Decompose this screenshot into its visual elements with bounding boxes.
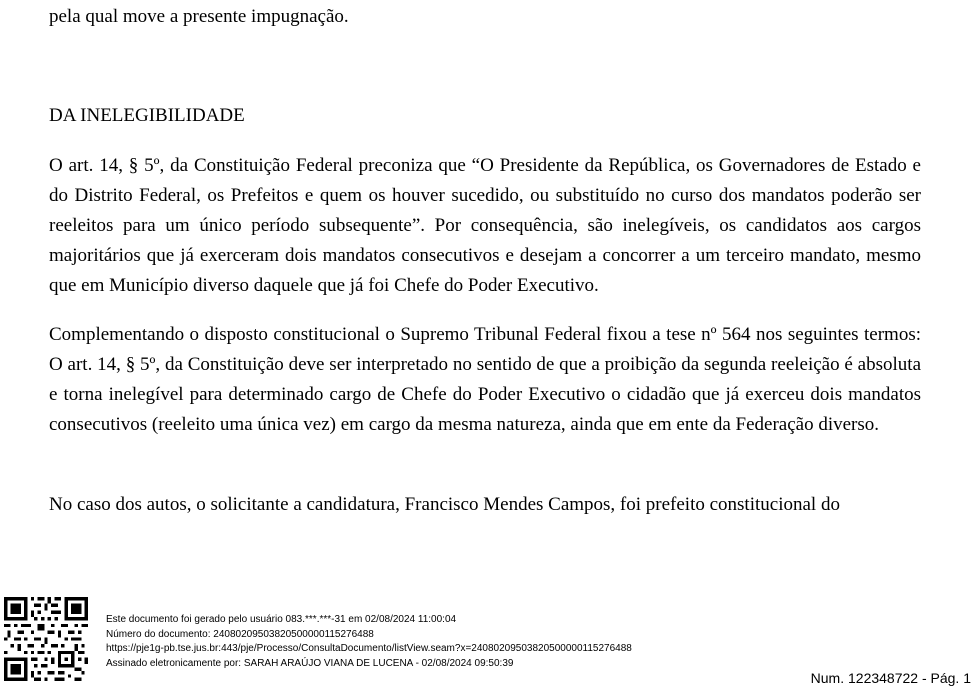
document-number-text: Número do documento: 24080209503820500000115276488 bbox=[106, 628, 374, 640]
intro-line: pela qual move a presente impugnação. bbox=[49, 6, 349, 27]
page-number: Num. 122348722 - Pág. 1 bbox=[810, 670, 971, 686]
paragraph-case-facts: No caso dos autos, o solicitante a candidatura, Francisco Mendes Campos, foi prefeito constitucional do bbox=[49, 494, 840, 515]
signed-by-text: Assinado eletronicamente por: SARAH ARAÚJO VIANA DE LUCENA - 02/08/2024 09:50:39 bbox=[106, 657, 514, 669]
paragraph-constitution: O art. 14, § 5º, da Constituição Federal preconiza que “O Presidente da República, os Governadores de Estado e do Distrito Federal, os Prefeitos e quem os houver sucedido, ou substituído no curso dos mandatos poderão ser reeleitos para um único período subsequente”. Por consequência, são inelegíveis, os candidatos aos cargos majoritários que já exerceram dois mandatos consecutivos e desejam a concorrer a um terceiro mandato, mesmo que em Município diverso daquele que já foi Chefe do Poder Executivo. bbox=[49, 155, 921, 296]
section-heading: DA INELEGIBILIDADE bbox=[49, 105, 245, 126]
document-url-text: https://pje1g-pb.tse.jus.br:443/pje/Processo/ConsultaDocumento/listView.seam?x=24080209503820500000115276488 bbox=[106, 643, 632, 654]
qr-code-icon bbox=[4, 597, 88, 681]
footer-metadata bbox=[106, 613, 632, 671]
paragraph-stf-thesis: Complementando o disposto constitucional o Supremo Tribunal Federal fixou a tese nº 564 nos seguintes termos: O art. 14, § 5º, da Constituição deve ser interpretado no sentido de que a proibição da segunda reeleição é absoluta e torna inelegível para determinado cargo de Chefe do Poder Executivo o cidadão que já exerceu dois mandatos consecutivos (reeleito uma única vez) em cargo da mesma natureza, ainda que em ente da Federação diverso. bbox=[49, 324, 921, 435]
generated-by-text: Este documento foi gerado pelo usuário 083.***.***-31 em 02/08/2024 11:00:04 bbox=[106, 614, 457, 625]
